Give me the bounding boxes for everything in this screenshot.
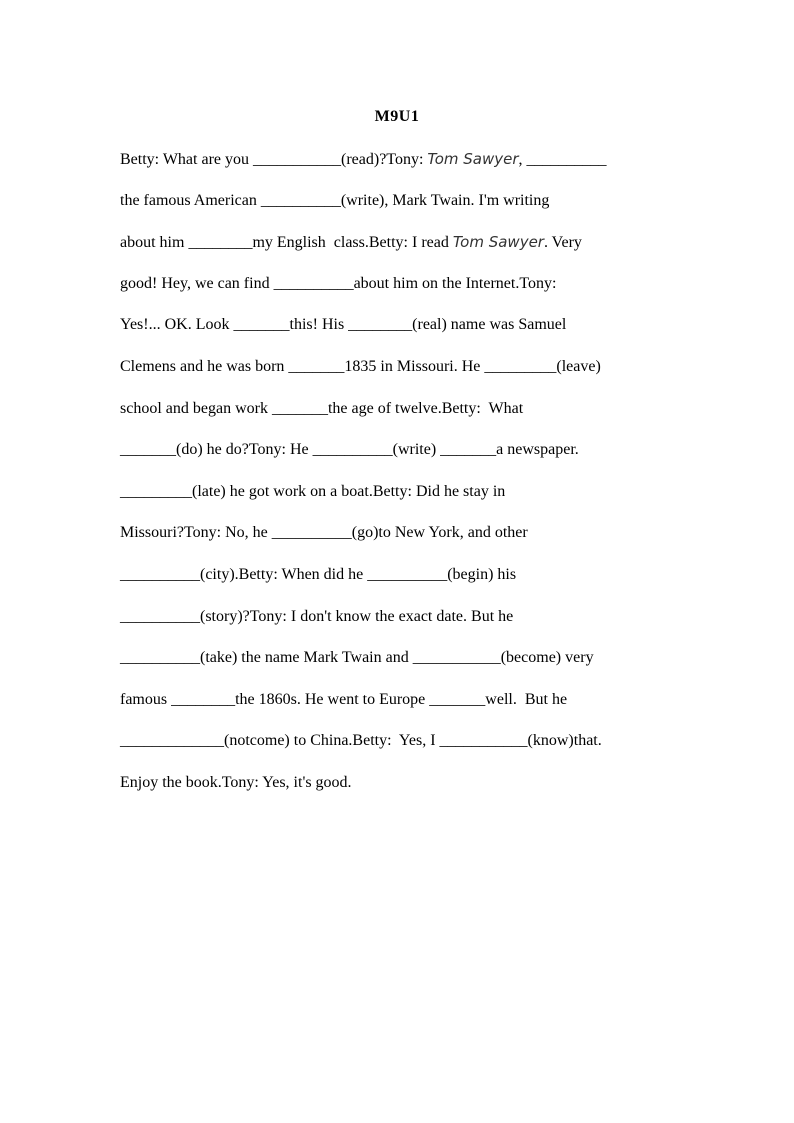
text-line	[120, 398, 680, 440]
text-segment: Clemens and he was born _______1835 in Missouri. He _________(leave)	[120, 357, 601, 375]
page-title: M9U1	[374, 108, 420, 125]
text-segment: the famous American __________(write), Mark Twain. I'm writing	[120, 191, 550, 209]
book-title: Tom Sawyer	[427, 150, 519, 168]
text-line	[120, 606, 680, 648]
text-line	[120, 647, 680, 689]
text-segment: school and began work _______the age of twelve.Betty: What	[120, 399, 524, 417]
text-segment: , __________	[518, 151, 607, 168]
text-line	[120, 481, 680, 523]
text-segment: about him ________my English class.Betty: I read	[120, 234, 453, 252]
text-line	[120, 273, 680, 315]
text-segment: _____________(notcome) to China.Betty: Yes, I ___________(know)that.	[120, 732, 602, 750]
text-segment: _________(late) he got work on a boat.Betty: Did he stay in	[120, 482, 506, 500]
text-line	[120, 356, 680, 398]
text-segment: Missouri?Tony: No, he __________(go)to New York, and other	[120, 524, 528, 542]
text-line	[120, 231, 680, 273]
text-line	[120, 314, 680, 356]
book-title: Tom Sawyer	[452, 233, 544, 252]
text-segment: Enjoy the book.Tony: Yes, it's good.	[120, 773, 352, 791]
text-line	[120, 772, 680, 814]
text-segment: Betty: What are you ___________(read)?Tony:	[120, 151, 428, 168]
exercise-text	[120, 148, 680, 814]
text-segment: __________(city).Betty: When did he __________(begin) his	[120, 565, 517, 583]
text-line	[120, 190, 680, 232]
text-segment: good! Hey, we can find __________about him on the Internet.Tony:	[120, 274, 557, 292]
text-segment: . Very	[543, 234, 582, 252]
text-line	[120, 564, 680, 606]
text-line	[120, 689, 680, 731]
text-line	[120, 148, 680, 190]
text-segment: Yes!... OK. Look _______this! His ________(real) name was Samuel	[120, 316, 567, 334]
text-line	[120, 522, 680, 564]
text-segment: famous ________the 1860s. He went to Europe _______well. But he	[120, 690, 568, 708]
text-line	[120, 439, 680, 481]
text-segment: __________(take) the name Mark Twain and ___________(become) very	[120, 649, 594, 667]
text-segment: __________(story)?Tony: I don't know the exact date. But he	[120, 607, 514, 625]
text-segment: _______(do) he do?Tony: He __________(write) _______a newspaper.	[120, 441, 579, 459]
text-line	[120, 730, 680, 772]
